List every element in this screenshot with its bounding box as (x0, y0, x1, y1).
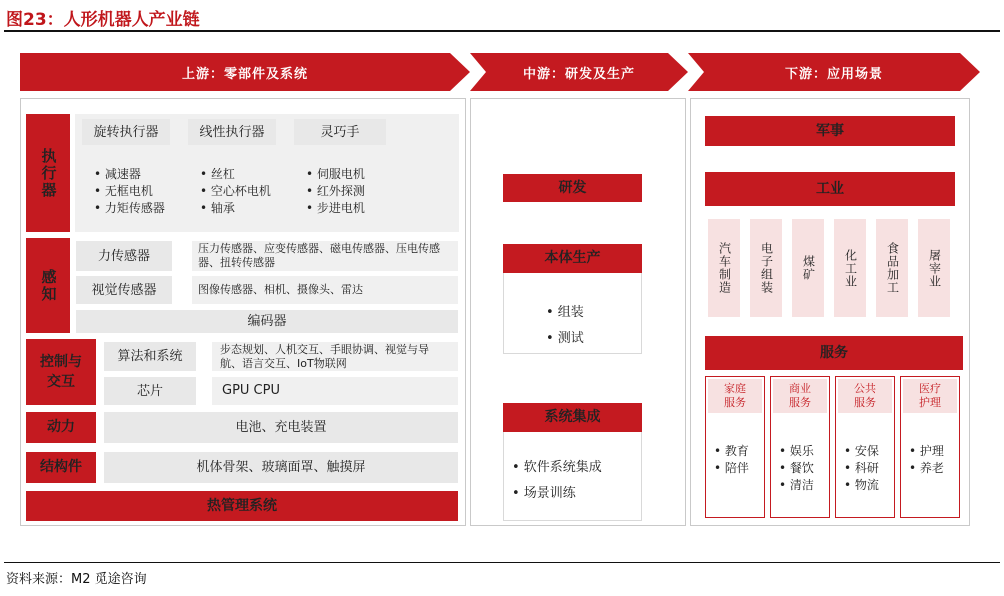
actuator-parts-col2 (200, 166, 300, 217)
list-item: • 物流 (844, 478, 879, 492)
list-item: • 软件系统集成 (512, 460, 602, 475)
list-item: • 娱乐 (779, 444, 814, 458)
service-card-items (779, 443, 829, 494)
list-item: • 力矩传感器 (94, 201, 165, 215)
service-card (900, 376, 960, 518)
list-item: • 养老 (909, 461, 944, 475)
list-item: • 红外探测 (306, 184, 365, 198)
service-card-items (909, 443, 959, 477)
title-rule (4, 30, 1000, 32)
chip-label: 芯片 (104, 377, 196, 405)
list-item: • 陪伴 (714, 461, 749, 475)
upstream-header-label: 上游：零部件及系统 (181, 66, 308, 82)
midstream-header-arrow (470, 53, 688, 91)
actuator-type-hand: 灵巧手 (294, 119, 386, 145)
actuator-type-rotary: 旋转执行器 (82, 119, 170, 145)
list-item: • 伺服电机 (306, 167, 365, 181)
structure-label: 结构件 (26, 452, 96, 483)
service-card (705, 376, 765, 518)
production-list (546, 300, 636, 352)
rd-box: 研发 (503, 174, 642, 202)
actuator-parts-col3 (306, 166, 406, 217)
service-card-title: 医疗护理 (903, 379, 957, 413)
algorithm-label: 算法和系统 (104, 342, 196, 371)
list-item: • 教育 (714, 444, 749, 458)
figure-title: 图23：人形机器人产业链 (6, 10, 200, 30)
production-title: 本体生产 (503, 244, 642, 273)
upstream-header-arrow (20, 53, 470, 91)
service-card-items (714, 443, 764, 477)
service-card-items (844, 443, 894, 494)
industry-sector: 煤矿 (792, 219, 824, 317)
list-item: • 清洁 (779, 478, 814, 492)
military-box: 军事 (705, 116, 955, 146)
actuator-parts-col1 (94, 166, 194, 217)
service-card-title: 家庭服务 (708, 379, 762, 413)
list-item: • 护理 (909, 444, 944, 458)
structure-detail: 机体骨架、玻璃面罩、触摸屏 (104, 452, 458, 483)
thermal-management: 热管理系统 (26, 491, 458, 521)
actuator-type-linear: 线性执行器 (188, 119, 276, 145)
industry-sector: 食品加工 (876, 219, 908, 317)
service-card-title: 商业服务 (773, 379, 827, 413)
encoder: 编码器 (76, 310, 458, 333)
service-card-title: 公共服务 (838, 379, 892, 413)
force-sensor-label: 力传感器 (76, 241, 172, 271)
list-item: • 轴承 (200, 201, 235, 215)
list-item: • 科研 (844, 461, 879, 475)
power-detail: 电池、充电装置 (104, 412, 458, 443)
list-item: • 无框电机 (94, 184, 153, 198)
list-item: • 组装 (546, 305, 584, 320)
industry-sector: 电子组装 (750, 219, 782, 317)
list-item: • 步进电机 (306, 201, 365, 215)
list-item: • 丝杠 (200, 167, 235, 181)
algorithm-detail: 步态规划、人机交互、手眼协调、视觉与导航、语言交互、IoT物联网 (212, 342, 458, 371)
list-item: • 减速器 (94, 167, 141, 181)
chip-detail: GPU CPU (212, 377, 458, 405)
industry-sector: 屠宰业 (918, 219, 950, 317)
integration-list (512, 455, 640, 507)
power-label: 动力 (26, 412, 96, 443)
list-item: • 安保 (844, 444, 879, 458)
source-note: 资料来源：M2 觅途咨询 (6, 572, 147, 587)
vision-sensor-detail: 图像传感器、相机、摄像头、雷达 (192, 276, 458, 304)
industry-box: 工业 (705, 172, 955, 206)
list-item: • 场景训练 (512, 486, 576, 501)
services-box: 服务 (705, 336, 963, 370)
service-card (835, 376, 895, 518)
downstream-header-label: 下游：应用场景 (784, 66, 883, 82)
midstream-header-label: 中游：研发及生产 (522, 66, 635, 82)
vision-sensor-label: 视觉传感器 (76, 276, 172, 304)
footer-rule (4, 562, 1000, 563)
list-item: • 空心杯电机 (200, 184, 271, 198)
control-label: 控制与交互 (26, 339, 96, 405)
list-item: • 测试 (546, 331, 584, 346)
list-item: • 餐饮 (779, 461, 814, 475)
industry-sector: 化工业 (834, 219, 866, 317)
industry-sector: 汽车制造 (708, 219, 740, 317)
actuator-label: 执行器 (26, 114, 70, 232)
service-card (770, 376, 830, 518)
perception-label: 感知 (26, 238, 70, 333)
force-sensor-detail: 压力传感器、应变传感器、磁电传感器、压电传感器、扭转传感器 (192, 241, 458, 271)
downstream-header-arrow (688, 53, 980, 91)
integration-title: 系统集成 (503, 403, 642, 432)
